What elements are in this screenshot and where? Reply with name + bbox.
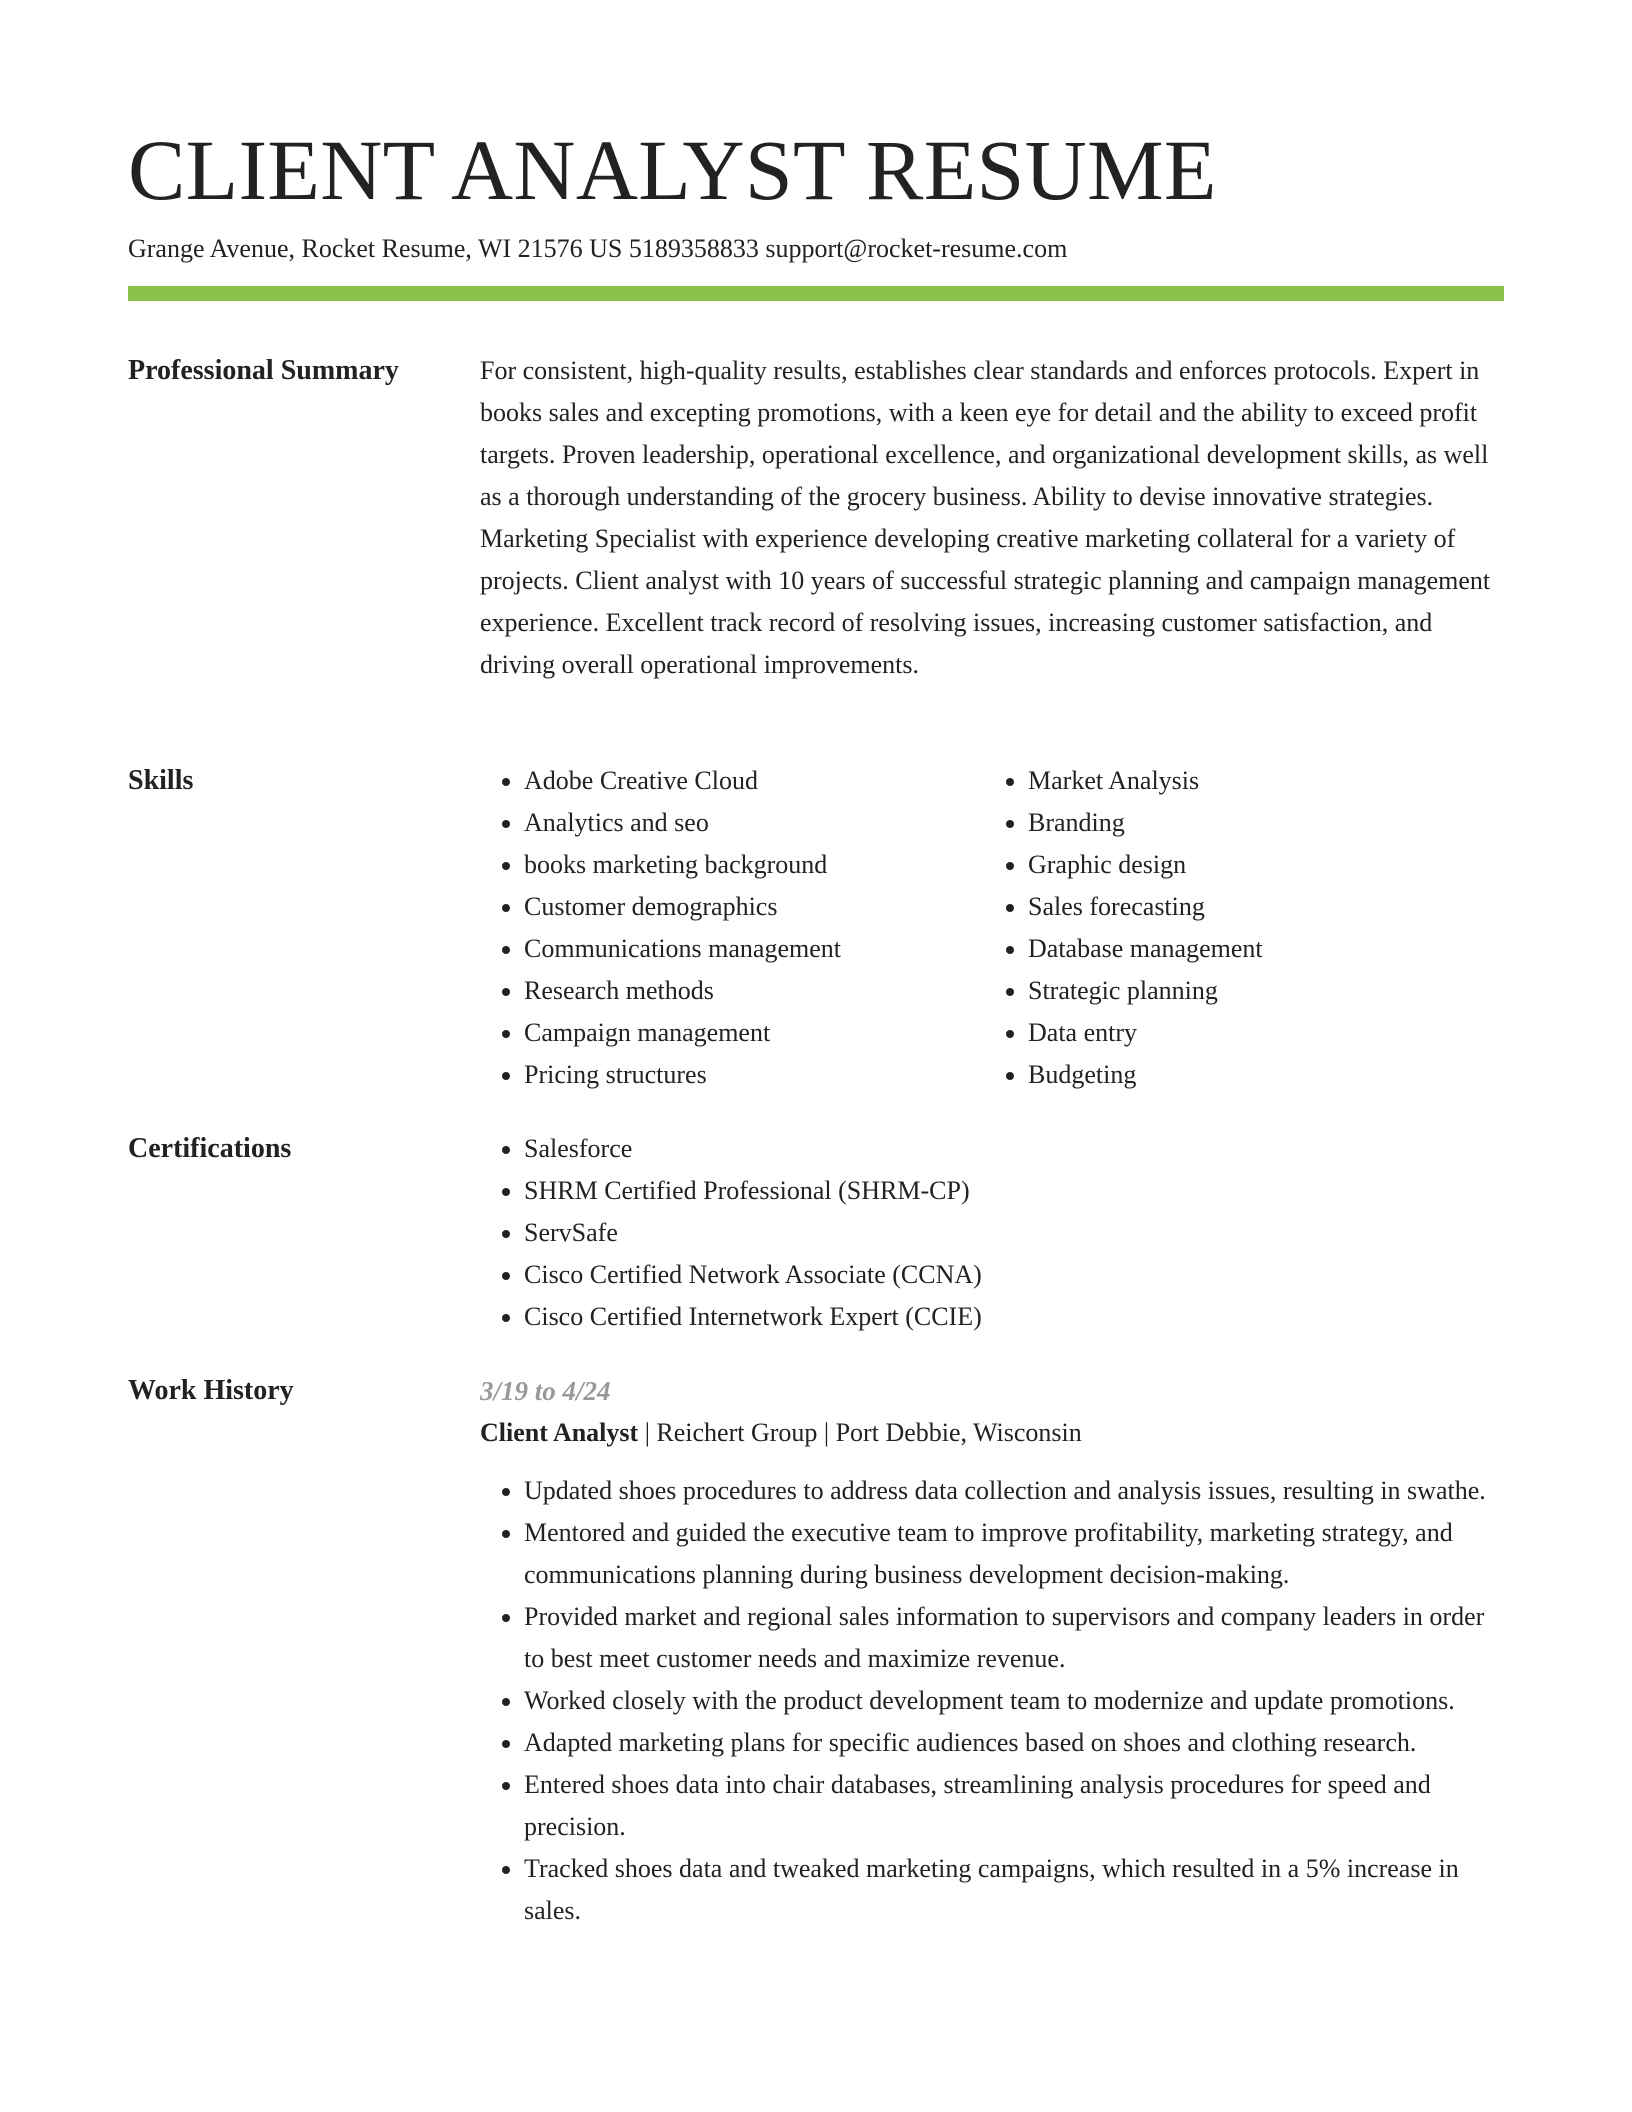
skill-item: • Pricing structures [524,1054,984,1096]
skills-list-left [480,760,984,1096]
skill-item: • books marketing background [524,844,984,886]
job-heading [480,1412,1504,1454]
skill-item: • Data entry [1028,1012,1488,1054]
skill-item: • Branding [1028,802,1488,844]
certification-item: • Salesforce [524,1128,1504,1170]
skills-column-right [984,760,1488,1096]
responsibility-item: • Adapted marketing plans for specific audiences based on shoes and clothing research. [524,1722,1504,1764]
skill-item: • Database management [1028,928,1488,970]
responsibility-item: • Tracked shoes data and tweaked marketing campaigns, which resulted in a 5% increase in sales. [524,1848,1504,1932]
certification-item: • ServSafe [524,1212,1504,1254]
skill-item: • Sales forecasting [1028,886,1488,928]
section-label-summary: Professional Summary [128,355,399,386]
summary-body [480,350,1504,686]
job-dates: 3/19 to 4/24 [480,1376,611,1406]
responsibility-item: • Updated shoes procedures to address data collection and analysis issues, resulting in swathe. [524,1470,1504,1512]
responsibility-item: • Provided market and regional sales information to supervisors and company leaders in order to best meet customer needs and maximize revenue. [524,1596,1504,1680]
skill-item: • Communications management [524,928,984,970]
contact-info: Grange Avenue, Rocket Resume, WI 21576 US 5189358833 support@rocket-resume.com [128,234,1068,263]
job-responsibilities [480,1470,1504,1932]
accent-divider [128,286,1504,301]
skill-item: • Market Analysis [1028,760,1488,802]
certifications-body [480,1128,1504,1338]
skills-list-right [984,760,1488,1096]
section-label-skills: Skills [128,765,194,796]
certification-item: • Cisco Certified Network Associate (CCNA) [524,1254,1504,1296]
job-company-location: | Reichert Group | Port Debbie, Wisconsin [638,1418,1082,1447]
work-history-body [480,1370,1504,1932]
responsibility-item: • Mentored and guided the executive team to improve profitability, marketing strategy, and communications planning during business development decision-making. [524,1512,1504,1596]
summary-text: For consistent, high-quality results, establishes clear standards and enforces protocols. Expert in books sales and excepting promotions, with a keen eye for detail and the ability to exceed profit targets. Proven leadership, operational excellence, and organizational development skills, as well as a thorough understanding of the grocery business. Ability to devise innovative strategies. Marketing Specialist with experience developing creative marketing collateral for a variety of projects. Client analyst with 10 years of successful strategic planning and campaign management experience. Excellent track record of resolving issues, increasing customer satisfaction, and driving overall operational improvements. [480,356,1491,679]
resume-title: CLIENT ANALYST RESUME [128,122,1217,218]
responsibility-item: • Worked closely with the product development team to modernize and update promotions. [524,1680,1504,1722]
skill-item: • Adobe Creative Cloud [524,760,984,802]
skill-item: • Budgeting [1028,1054,1488,1096]
skill-item: • Analytics and seo [524,802,984,844]
skill-item: • Research methods [524,970,984,1012]
job-title: Client Analyst [480,1418,639,1447]
responsibility-item: • Entered shoes data into chair databases, streamlining analysis procedures for speed and precision. [524,1764,1504,1848]
certification-item: • Cisco Certified Internetwork Expert (CCIE) [524,1296,1504,1338]
skill-item: • Strategic planning [1028,970,1488,1012]
certification-item: • SHRM Certified Professional (SHRM-CP) [524,1170,1504,1212]
section-label-certifications: Certifications [128,1133,292,1164]
skill-item: • Customer demographics [524,886,984,928]
skills-column-left [480,760,984,1096]
skill-item: • Campaign management [524,1012,984,1054]
certifications-list [480,1128,1504,1338]
skills-body [480,760,1504,1096]
skill-item: • Graphic design [1028,844,1488,886]
section-label-work-history: Work History [128,1375,294,1406]
